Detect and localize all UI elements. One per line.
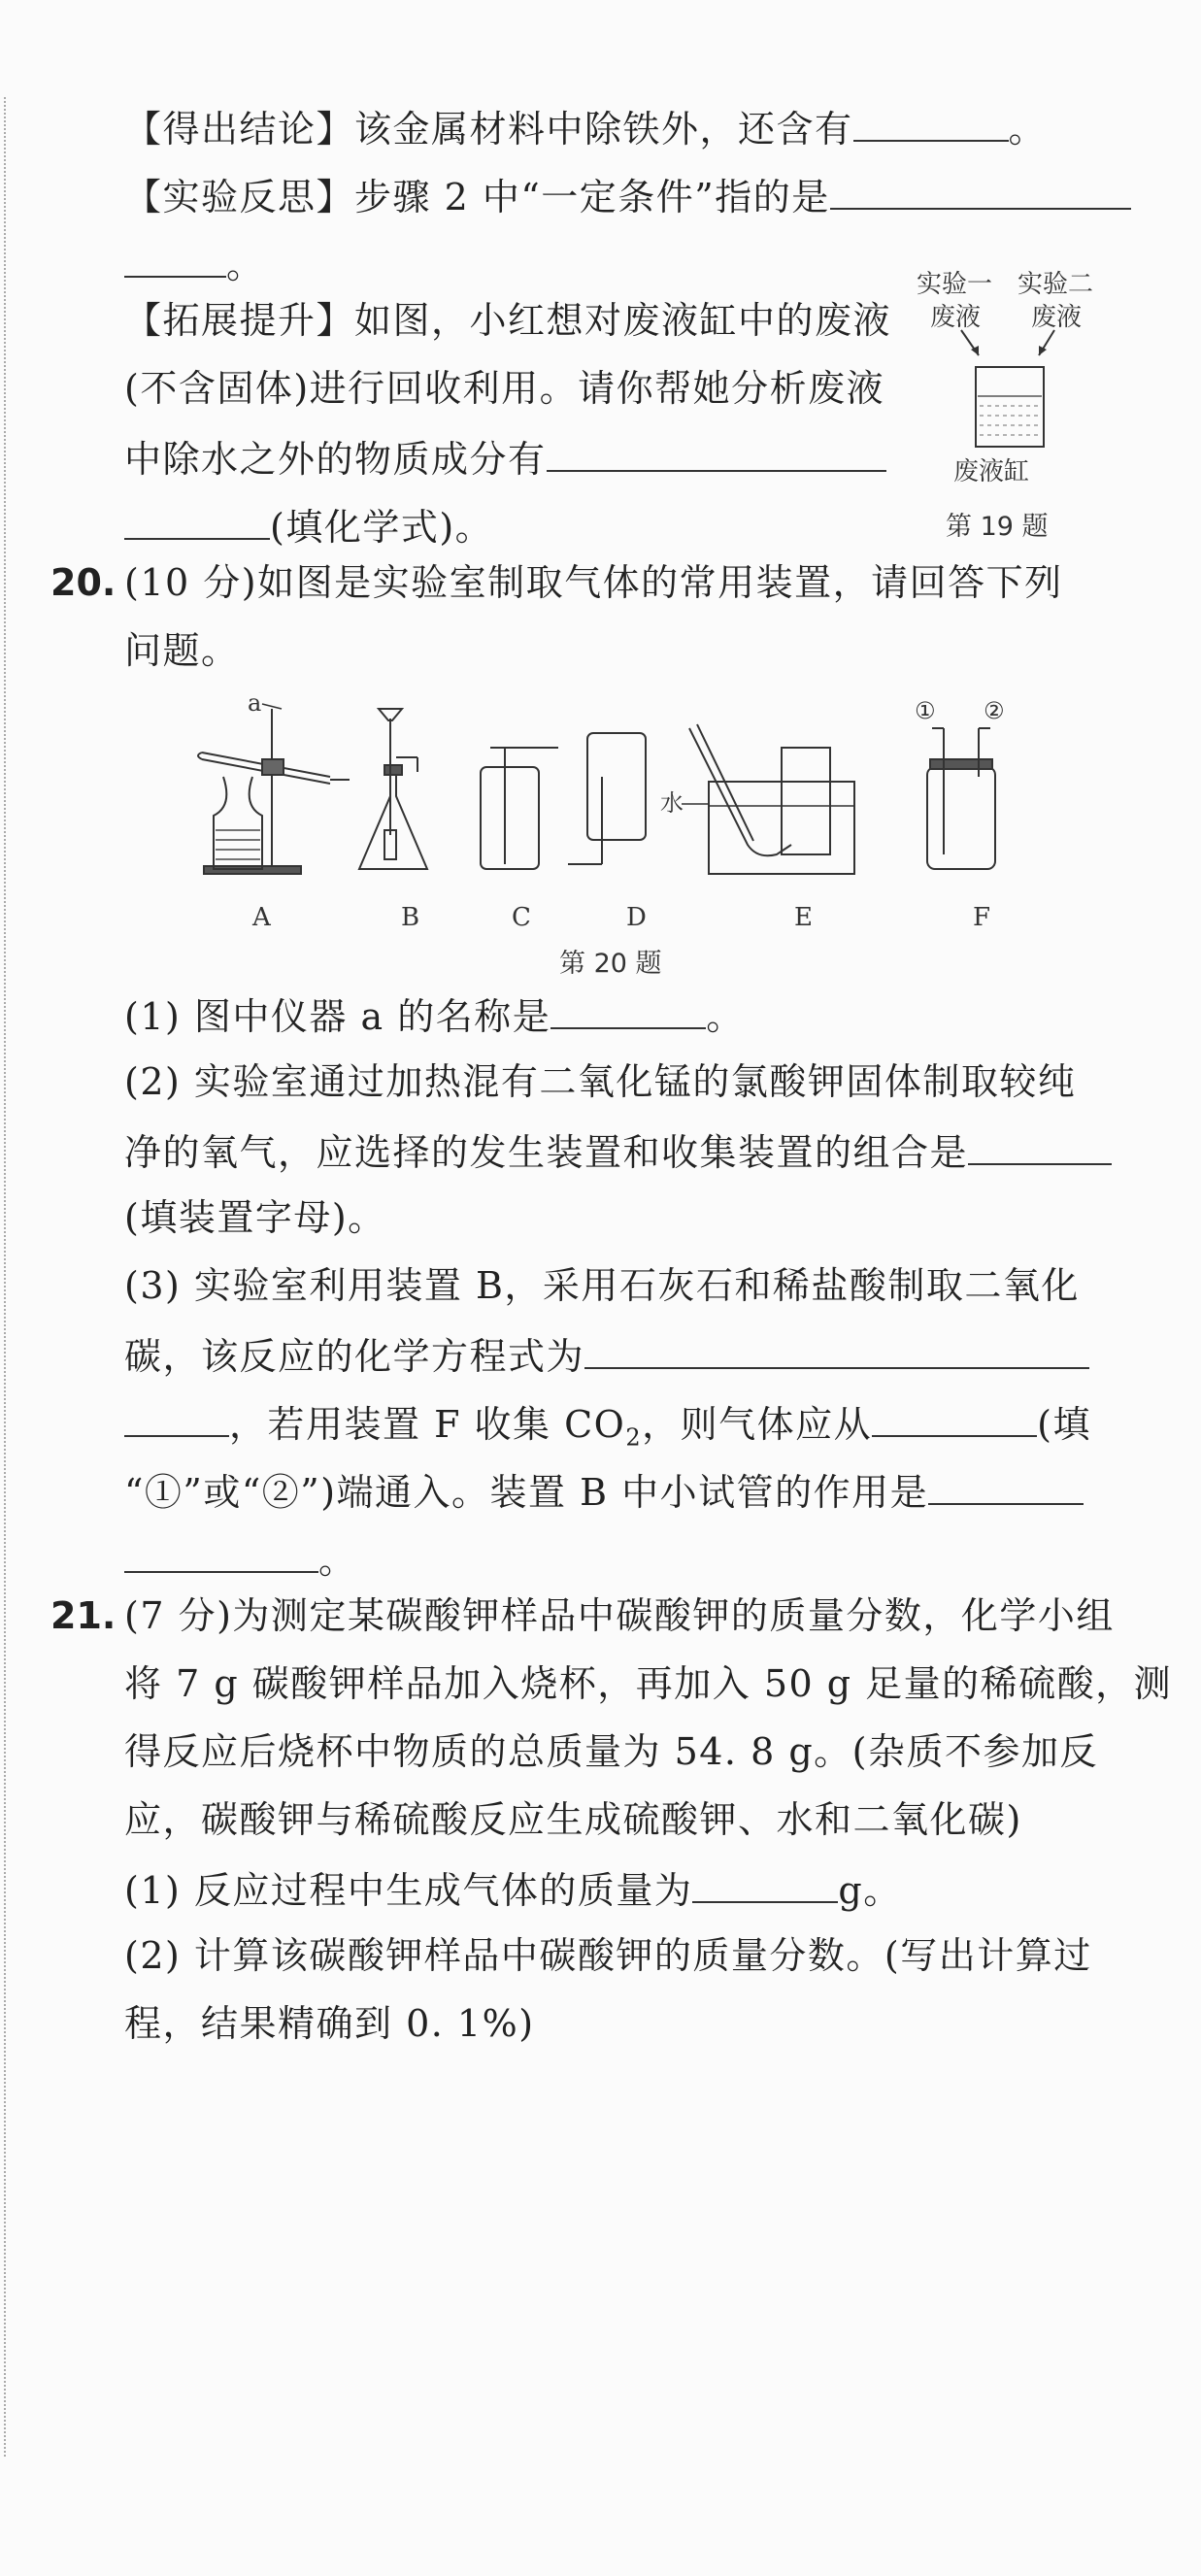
q20-number: 20.	[50, 561, 117, 604]
reflection-end: 。	[226, 244, 265, 286]
q20-sub3-end: 。	[318, 1539, 357, 1582]
q20-sub2-line-1: (2) 实验室通过加热混有二氧化锰的氯酸钾固体制取较纯	[124, 1060, 1077, 1103]
q20-sub1-end: 。	[706, 995, 745, 1038]
q20-sub3-text-2: 碳，该反应的化学方程式为	[124, 1335, 585, 1378]
q20-sub3-line-4	[124, 1468, 1084, 1514]
q20-line-1: (10 分)如图是实验室制取气体的常用装置，请回答下列	[124, 561, 1063, 604]
q20-sub3-line-2	[124, 1332, 1089, 1378]
q21-line-2: 将 7 g 碳酸钾样品加入烧杯，再加入 50 g 足量的稀硫酸，测	[124, 1662, 1173, 1705]
extension-blank[interactable]	[547, 435, 886, 472]
reflection-blank-cont[interactable]	[124, 241, 226, 278]
conclusion-text: 该金属材料中除铁外，还含有	[354, 108, 853, 151]
port-2-label: ②	[984, 697, 1005, 724]
extension-tag: 【拓展提升】	[124, 299, 355, 342]
q20-sub3-line-5	[124, 1536, 357, 1582]
reflection-line	[124, 173, 1131, 218]
q20-sub3-line-3	[124, 1400, 1091, 1459]
apparatus-e	[689, 724, 854, 874]
co2-subscript: 2	[625, 1423, 643, 1452]
reflection-blank[interactable]	[830, 173, 1131, 210]
apparatus-f	[927, 728, 995, 869]
q20-sub1-blank[interactable]	[550, 992, 706, 1029]
apparatus-label-f: F	[973, 903, 991, 932]
q21-sub2-line-2: 程，结果精确到 0. 1%)	[124, 2002, 535, 2045]
fig19-label-exp2-a: 实验二	[1018, 270, 1094, 299]
extension-blank-cont[interactable]	[124, 503, 270, 540]
conclusion-blank[interactable]	[853, 105, 1009, 142]
binding-margin	[4, 97, 6, 2457]
fig19-label-exp1-b: 废液	[930, 303, 982, 332]
fig19-caption: 第 19 题	[946, 512, 1049, 542]
q20-sub2-text-2: 净的氧气，应选择的发生装置和收集装置的组合是	[124, 1131, 969, 1174]
apparatus-label-c: C	[512, 903, 531, 932]
fig19-label-tank: 废液缸	[953, 457, 1030, 486]
q20-sub3-text-4: “①”或“②”)端通入。装置 B 中小试管的作用是	[124, 1471, 929, 1514]
q20-sub3-tube-blank-cont[interactable]	[124, 1536, 318, 1573]
fig20-caption: 第 20 题	[559, 949, 662, 979]
apparatus-label-d: D	[626, 903, 647, 932]
q20-sub3-equation-blank[interactable]	[584, 1332, 1089, 1369]
q20-sub3-tube-blank[interactable]	[928, 1468, 1084, 1505]
q21-sub2-line-1: (2) 计算该碳酸钾样品中碳酸钾的质量分数。(写出计算过	[124, 1934, 1092, 1977]
q20-sub2-blank[interactable]	[968, 1128, 1112, 1165]
apparatus-c	[481, 748, 558, 869]
q20-sub3-port-blank[interactable]	[872, 1400, 1037, 1437]
q21-sub1-text: (1) 反应过程中生成气体的质量为	[124, 1869, 693, 1912]
q20-sub3-line-1: (3) 实验室利用装置 B，采用石灰石和稀盐酸制取二氧化	[124, 1264, 1080, 1307]
q20-sub1-text: (1) 图中仪器 a 的名称是	[124, 995, 551, 1038]
q21-number: 21.	[50, 1594, 117, 1637]
extension-text-1: 如图，小红想对废液缸中的废液	[354, 299, 892, 342]
q21-sub1-end: g。	[838, 1869, 902, 1912]
extension-text-3: 中除水之外的物质成分有	[124, 438, 547, 481]
q20-sub2-line-2	[124, 1128, 1112, 1174]
extension-line-2: (不含固体)进行回收利用。请你帮她分析废液	[124, 367, 885, 410]
port-1-label: ①	[915, 697, 936, 724]
fig19-label-exp1-a: 实验一	[917, 270, 993, 299]
q21-line-4: 应，碳酸钾与稀硫酸反应生成硫酸钾、水和二氧化碳)	[124, 1798, 1022, 1841]
conclusion-line	[124, 105, 1047, 151]
q20-sub2-line-3: (填装置字母)。	[124, 1196, 386, 1239]
q20-sub3-text-3b: ，则气体应从	[642, 1403, 873, 1446]
reflection-line-2	[124, 241, 265, 286]
apparatus-d	[568, 733, 646, 864]
waste-tank-figure	[961, 330, 1068, 456]
apparatus-b	[359, 709, 427, 869]
conclusion-tag: 【得出结论】	[124, 108, 355, 151]
q20-sub1	[124, 992, 745, 1038]
apparatus-label-b: B	[401, 903, 420, 932]
q20-line-2: 问题。	[124, 629, 240, 672]
fig19-label-exp2-b: 废液	[1031, 303, 1083, 332]
extension-line-1	[124, 299, 891, 342]
q20-sub3-text-3a: ，若用装置 F 收集 CO	[229, 1403, 626, 1446]
reflection-tag: 【实验反思】	[124, 176, 355, 218]
extension-text-4: (填化学式)。	[270, 506, 494, 549]
extension-line-3	[124, 435, 886, 481]
label-instrument-a: a	[248, 689, 262, 717]
conclusion-end: 。	[1008, 108, 1048, 151]
apparatus-label-e: E	[794, 903, 813, 932]
q20-sub3-text-3c: (填	[1037, 1403, 1091, 1446]
apparatus-a	[198, 709, 350, 874]
apparatus-figure	[184, 689, 1136, 893]
q21-line-3: 得反应后烧杯中物质的总质量为 54. 8 g。(杂质不参加反	[124, 1730, 1098, 1773]
q20-sub3-equation-blank-cont[interactable]	[124, 1400, 229, 1437]
extension-line-4	[124, 503, 493, 549]
q21-sub1-blank[interactable]	[692, 1866, 838, 1903]
reflection-text: 步骤 2 中“一定条件”指的是	[354, 176, 830, 218]
q21-line-1: (7 分)为测定某碳酸钾样品中碳酸钾的质量分数，化学小组	[124, 1594, 1115, 1637]
label-water: 水	[660, 789, 684, 817]
apparatus-label-a: A	[252, 903, 271, 932]
q21-sub1	[124, 1866, 902, 1912]
